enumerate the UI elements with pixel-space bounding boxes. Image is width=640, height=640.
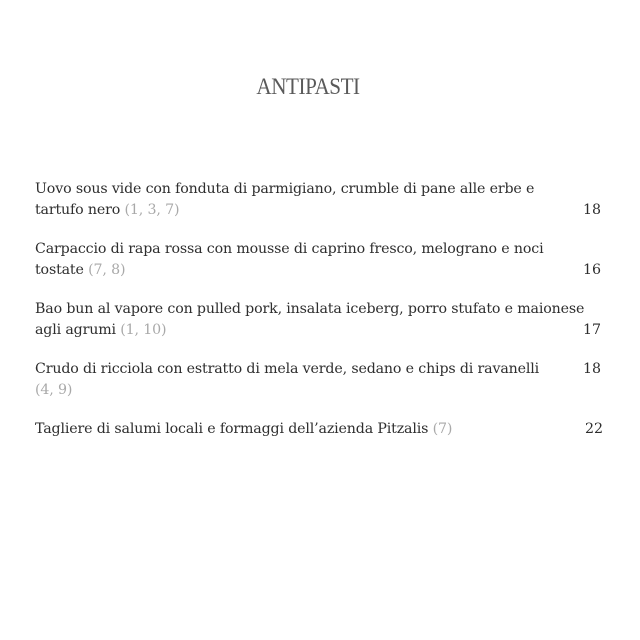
dish-description [35, 239, 570, 281]
dish-name: Tagliere di salumi locali e formaggi dell’azienda Pitzalis [35, 421, 429, 437]
price: 18 [582, 202, 601, 218]
menu-item [35, 299, 605, 341]
price: 16 [582, 262, 601, 278]
dish-name: Carpaccio di rapa rossa con mousse di caprino fresco, melograno e noci tostate [35, 241, 544, 278]
menu-item [35, 179, 605, 221]
price: 17 [582, 322, 601, 338]
allergen-codes: (4, 9) [35, 382, 73, 398]
dish-description [35, 419, 570, 440]
menu-item [35, 419, 605, 440]
allergen-codes: (1, 3, 7) [124, 202, 180, 218]
allergen-codes: (7, 8) [88, 262, 126, 278]
dish-description [35, 179, 570, 221]
menu-item [35, 359, 605, 401]
dish-name: Uovo sous vide con fonduta di parmigiano, crumble di pane alle erbe e tartufo nero [35, 181, 535, 218]
price: 22 [584, 421, 603, 437]
dish-description [35, 359, 555, 401]
menu-list [35, 179, 605, 458]
dish-name: Bao bun al vapore con pulled pork, insalata iceberg, porro stufato e maionese agli agrumi [35, 301, 585, 338]
allergen-codes: (1, 10) [120, 322, 167, 338]
allergen-codes: (7) [432, 421, 453, 437]
price: 18 [582, 361, 601, 377]
dish-name: Crudo di ricciola con estratto di mela verde, sedano e chips di ravanelli [35, 361, 540, 377]
menu-item [35, 239, 605, 281]
dish-description [35, 299, 610, 341]
section-title: ANTIPASTI [256, 74, 360, 99]
